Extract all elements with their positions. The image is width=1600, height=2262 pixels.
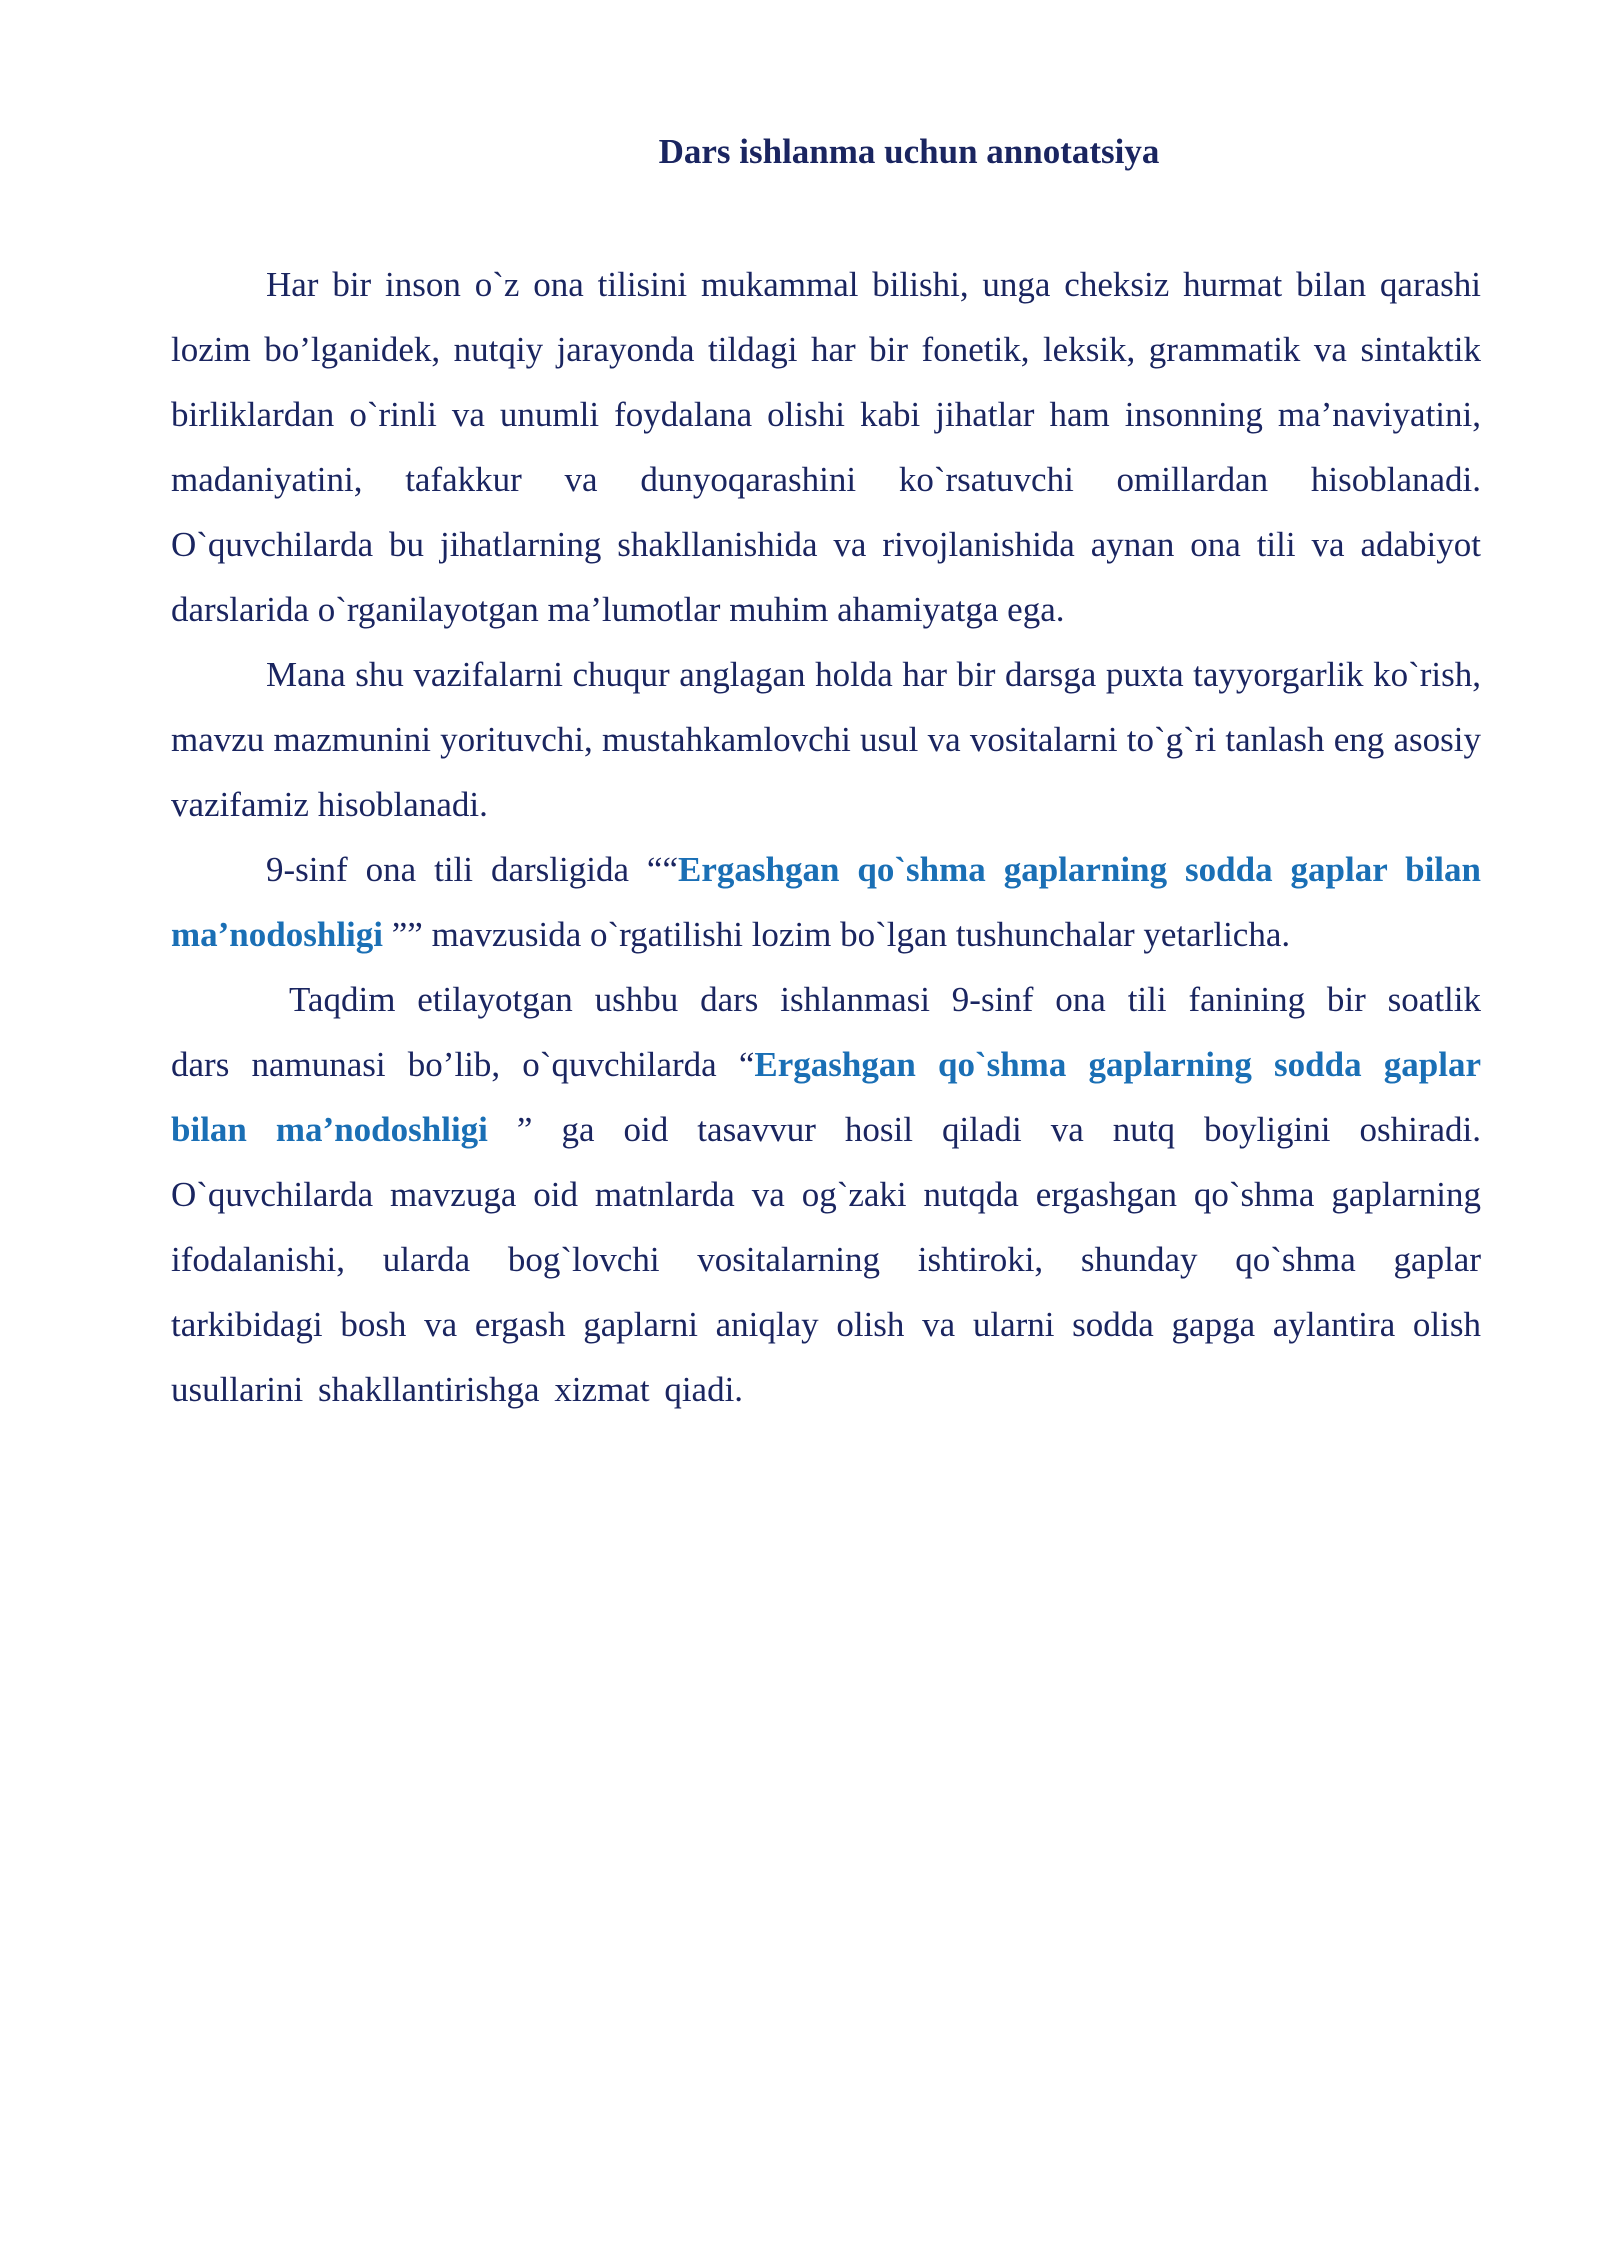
document-title: Dars ishlanma uchun annotatsiya: [658, 132, 1160, 171]
lesson-topic-highlight-2: Ergashgan qo`shma gaplarning sodda gaplar bilan ma’nodoshligi: [171, 1045, 1481, 1149]
paragraph-2: Mana shu vazifalarni chuqur anglagan holda har bir darsga puxta tayyorgarlik ko`rish, mavzu mazmunini yorituvchi, mustahkamlovchi usul va vositalarni to`g`ri tanlash eng asosiy vazifamiz hisoblanadi.: [171, 655, 1481, 824]
paragraph-4-tail: ” ga oid tasavvur hosil qiladi va nutq boyligini oshiradi. O`quvchilarda mavzuga oid matnlarda va og`zaki nutqda ergashgan qo`shma gaplarning ifodalanishi, ularda bog`lovchi vositalarning ishtiroki, shunday qo`shma gaplar tarkibidagi bosh va ergash gaplarni aniqlay olish va ularni sodda gapga aylantira olish usullarini shakllantirishga xizmat qiadi.: [171, 1110, 1481, 1409]
paragraph-3-tail: ”” mavzusida o`rgatilishi lozim bo`lgan tushunchalar yetarlicha.: [383, 915, 1291, 954]
paragraph-3-lead: 9-sinf ona tili darsligida ““: [266, 850, 678, 889]
paragraph-4-lead: Taqdim etilayotgan ushbu dars ishlanmasi 9-sinf ona tili fanining bir soatlik dars namunasi bo’lib, o`quvchilarda “: [171, 980, 1481, 1084]
lesson-topic-highlight: Ergashgan qo`shma gaplarning sodda gaplar bilan ma’nodoshligi: [171, 850, 1481, 954]
document-body: [171, 252, 1481, 1422]
paragraph-1: Har bir inson o`z ona tilisini mukammal bilishi, unga cheksiz hurmat bilan qarashi lozim bo’lganidek, nutqiy jarayonda tildagi har bir fonetik, leksik, grammatik va sintaktik birliklardan o`rinli va unumli foydalana olishi kabi jihatlar ham insonning ma’naviyatini, madaniyatini, tafakkur va dunyoqarashini ko`rsatuvchi omillardan hisoblanadi. O`quvchilarda bu jihatlarning shakllanishida va rivojlanishida aynan ona tili va adabiyot darslarida o`rganilayotgan ma’lumotlar muhim ahamiyatga ega.: [171, 265, 1481, 629]
paragraph-3: [171, 837, 1481, 967]
paragraph-4: [171, 967, 1481, 1422]
